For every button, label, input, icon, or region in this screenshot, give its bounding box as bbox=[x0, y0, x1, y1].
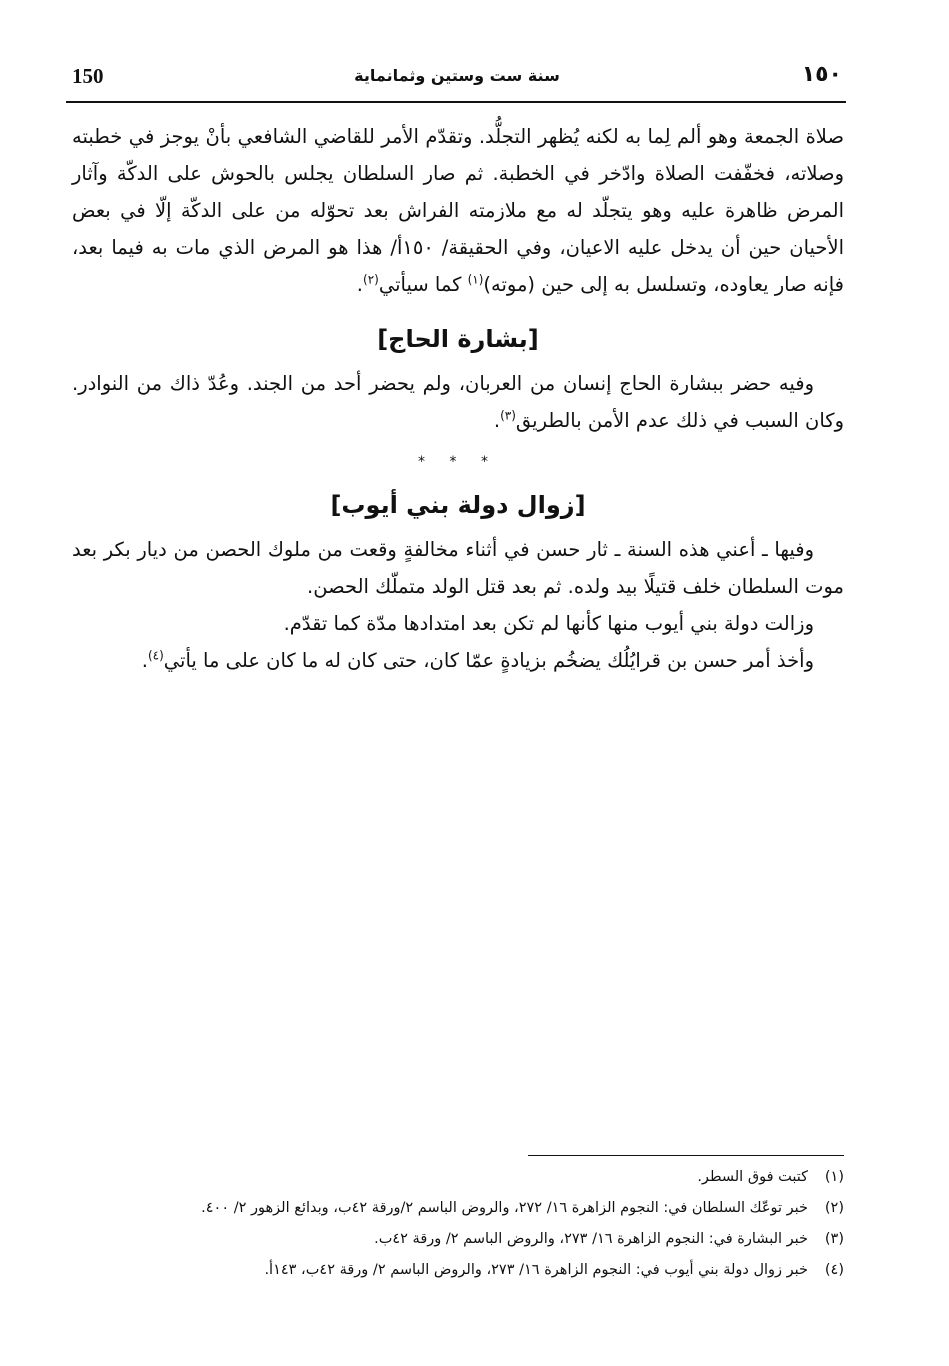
paragraph-2-end: . bbox=[493, 409, 501, 432]
footnote-ref-1: (١) bbox=[467, 272, 484, 287]
paragraph-1-text: صلاة الجمعة وهو ألم لِما به لكنه يُظهر التجلُّد. وتقدّم الأمر للقاضي الشافعي بأنْ يوجز في خطبته وصلاته، فخفّفت الصلاة وادّخر في الخطبة. ثم صار السلطان يجلس بالحوش على الدكّة وآثار المرض ظاهرة عليه وهو يتجلّد له مع ملازمته الفراش بعد تحوّله من على الدكّة إلّا في بعض الأحيان حين أن يدخل عليه الاعيان، وفي الحقيقة/ ١٥٠أ/ هذا هو المرض الذي مات به فيما بعد، فإنه صار يعاوده، وتسلسل به إلى حين (موته) bbox=[72, 125, 845, 296]
paragraph-2-text: وفيه حضر ببشارة الحاج إنسان من العربان، ولم يحضر أحد من الجند. وعُدّ ذاك من النوادر. وكان السبب في ذلك عدم الأمن بالطريق bbox=[72, 372, 844, 432]
paragraph-1-end: . bbox=[356, 273, 363, 296]
paragraph-5-text: وأخذ أمر حسن بن قرايُلُك يضخُم بزيادةٍ عمّا كان، حتى كان له ما كان على ما يأتي bbox=[163, 649, 814, 672]
section-heading-hajj: [بشارة الحاج] bbox=[377, 325, 539, 353]
footnote-text: خبر زوال دولة بني أيوب في: النجوم الزاهرة ١٦/ ٢٧٣، والروض الباسم ٢/ ورقة ٤٢ب، ١٤٣أ. bbox=[264, 1262, 808, 1278]
paragraph-2 bbox=[72, 365, 844, 439]
footnote-4 bbox=[72, 1257, 844, 1284]
header-rule bbox=[66, 101, 846, 103]
footnote-1 bbox=[72, 1164, 844, 1191]
footnote-ref-2: (٢) bbox=[363, 272, 379, 287]
footnotes bbox=[72, 1164, 844, 1288]
section-separator-stars: * * * bbox=[418, 454, 498, 470]
running-title: سنة ست وستين وثمانماية bbox=[354, 66, 560, 85]
paragraph-5 bbox=[72, 642, 844, 679]
paragraph-3: وفيها ـ أعني هذه السنة ـ ثار حسن في أثناء مخالفةٍ وقعت من ملوك الحصن من ديار بكر بعد موت السلطان خلف قتيلًا بيد ولده. ثم بعد قتل الولد متملّك الحصن. bbox=[72, 538, 844, 598]
footnote-number: (٢) bbox=[824, 1200, 844, 1216]
footnote-ref-3: (٣) bbox=[500, 408, 516, 423]
paragraph-5-end: . bbox=[141, 649, 148, 672]
footnote-3 bbox=[72, 1226, 844, 1253]
footnote-2 bbox=[72, 1195, 844, 1222]
page-header bbox=[68, 60, 846, 100]
page-number-latin: 150 bbox=[72, 64, 104, 88]
footnote-text: خبر توعّك السلطان في: النجوم الزاهرة ١٦/ ٢٧٢، والروض الباسم ٢/ورقة ٤٢ب، وبدائع الزهور ٢/ ٤٠٠. bbox=[201, 1200, 808, 1216]
footnote-rule bbox=[528, 1155, 844, 1156]
footnote-number: (٣) bbox=[824, 1231, 844, 1247]
paragraph-1-tail: كما سيأتي bbox=[378, 273, 468, 296]
main-text bbox=[72, 118, 844, 679]
footnote-ref-4: (٤) bbox=[147, 648, 164, 663]
footnote-number: (١) bbox=[824, 1169, 844, 1185]
paragraph-1 bbox=[72, 118, 844, 303]
footnote-text: خبر البشارة في: النجوم الزاهرة ١٦/ ٢٧٣، والروض الباسم ٢/ ورقة ٤٢ب. bbox=[374, 1231, 808, 1247]
footnote-number: (٤) bbox=[824, 1262, 844, 1278]
section-heading-ayyubid: [زوال دولة بني أيوب] bbox=[330, 491, 586, 519]
page-number-arabic: ١٥٠ bbox=[801, 62, 842, 87]
footnote-text: كتبت فوق السطر. bbox=[697, 1169, 808, 1185]
paragraph-4: وزالت دولة بني أيوب منها كأنها لم تكن بعد امتدادها مدّة كما تقدّم. bbox=[283, 612, 814, 635]
